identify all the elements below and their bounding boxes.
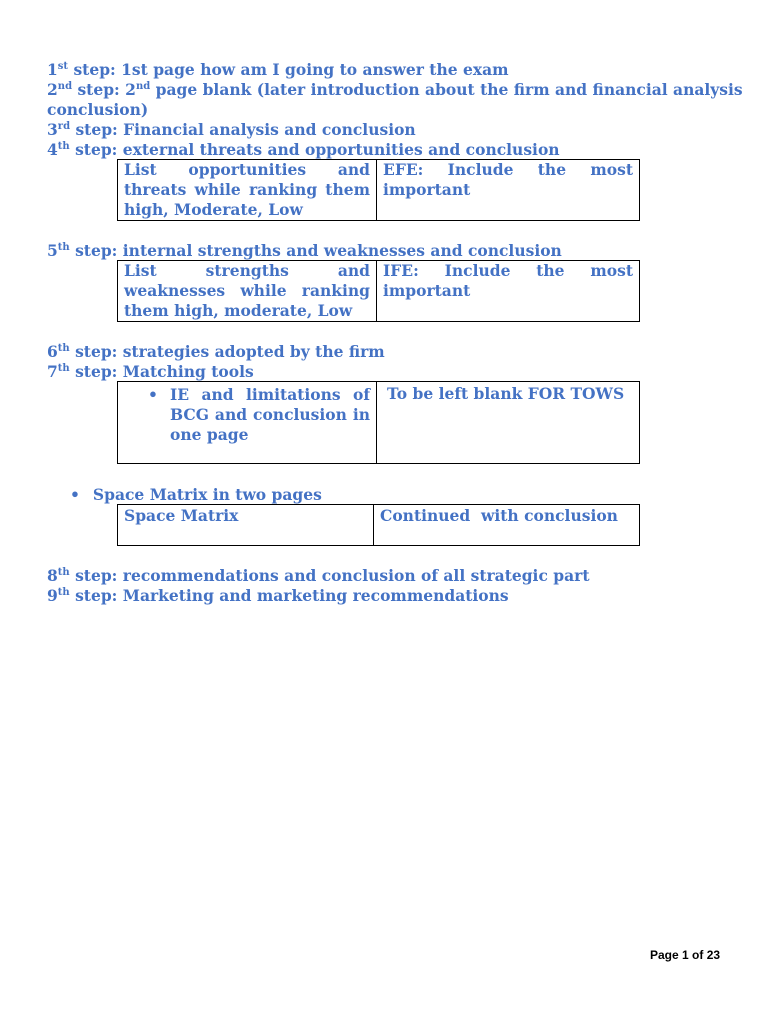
step-2-line: 2nd step: 2nd page blank (later introduction about the firm and financial analysis [47,80,743,99]
tows-cell: To be left blank FOR TOWS [377,382,640,464]
ie-bcg-cell: • IE and limitations of BCG and conclusion in one page [118,382,377,464]
space-matrix-cell: Space Matrix [118,505,374,546]
space-matrix-table [117,504,640,546]
step-5-line: 5th step: internal strengths and weaknesses and conclusion [47,241,562,260]
step-4-line: 4th step: external threats and opportunities and conclusion [47,140,560,159]
step-8-line: 8th step: recommendations and conclusion of all strategic part [47,566,590,585]
efe-left-cell: List opportunities and threats while ranking them high, Moderate, Low [118,160,377,221]
ife-left-cell: List strengths and weaknesses while ranking them high, moderate, Low [118,261,377,322]
step-3-line: 3rd step: Financial analysis and conclusion [47,120,416,139]
space-matrix-bullet-line: • Space Matrix in two pages [70,485,322,504]
step-9-line: 9th step: Marketing and marketing recommendations [47,586,509,605]
efe-table [117,159,640,221]
page-number-footer: Page 1 of 23 [650,948,721,962]
bullet-icon: • [148,385,158,404]
step-1-line: 1st step: 1st page how am I going to answer the exam [47,60,509,79]
efe-right-cell: EFE: Include the most important [377,160,640,221]
ife-right-cell: IFE: Include the most important [377,261,640,322]
bullet-icon: • [70,485,80,504]
continued-conclusion-cell: Continued with conclusion [374,505,640,546]
step-2-continuation: conclusion) [47,100,149,119]
step-6-line: 6th step: strategies adopted by the firm [47,342,385,361]
step-7-line: 7th step: Matching tools [47,362,254,381]
matching-tools-table [117,381,640,464]
ife-table [117,260,640,322]
